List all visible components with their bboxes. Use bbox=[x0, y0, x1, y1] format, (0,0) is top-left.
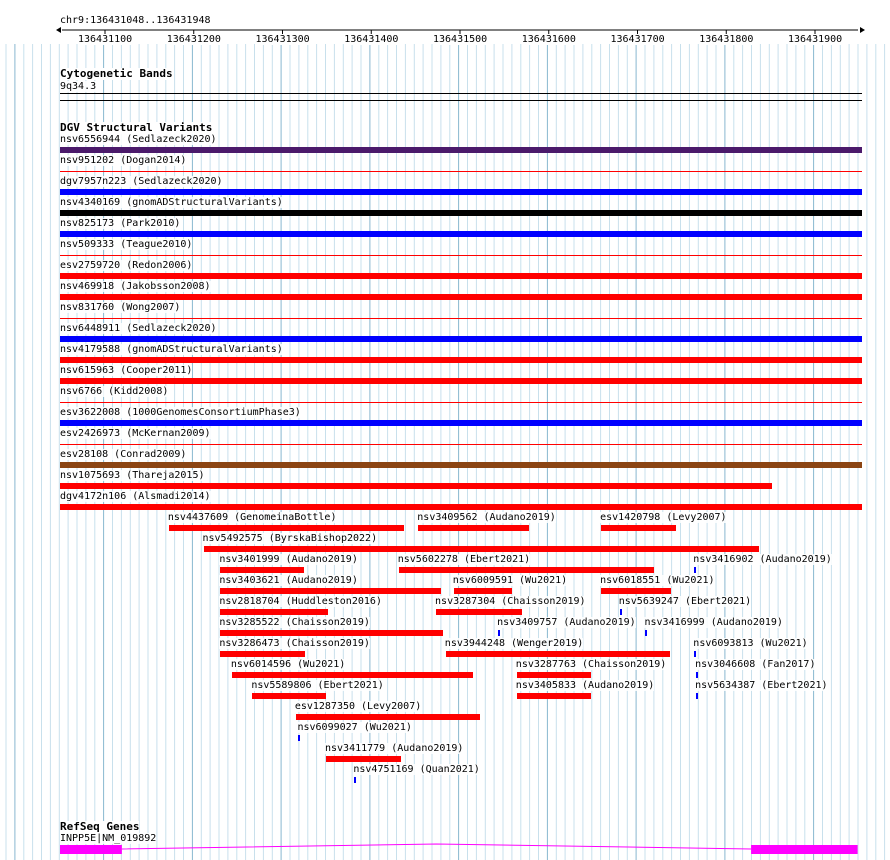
dgv-feature-label[interactable]: nsv3286473 (Chaisson2019) bbox=[219, 638, 370, 649]
dgv-variant-bar[interactable] bbox=[60, 483, 772, 489]
dgv-feature-bar[interactable] bbox=[454, 588, 513, 594]
dgv-feature-bar[interactable] bbox=[517, 693, 592, 699]
dgv-track-label[interactable]: esv2759720 (Redon2006) bbox=[60, 260, 193, 271]
dgv-feature-label[interactable]: nsv6009591 (Wu2021) bbox=[452, 575, 568, 586]
dgv-variant-line[interactable] bbox=[60, 171, 862, 172]
dgv-feature-tick[interactable] bbox=[298, 735, 300, 741]
dgv-track-label[interactable]: nsv831760 (Wong2007) bbox=[60, 302, 181, 313]
ruler-tick-label: 136431800 bbox=[699, 34, 754, 45]
ruler-tick-label: 136431500 bbox=[433, 34, 488, 45]
dgv-feature-tick[interactable] bbox=[694, 651, 696, 657]
cytoband-top-line bbox=[60, 93, 862, 94]
dgv-variant-bar[interactable] bbox=[60, 420, 862, 426]
dgv-feature-label[interactable]: nsv6099027 (Wu2021) bbox=[297, 722, 412, 733]
refseq-track-title[interactable]: RefSeq Genes bbox=[60, 820, 140, 833]
dgv-variant-bar[interactable] bbox=[60, 504, 862, 510]
dgv-feature-tick[interactable] bbox=[498, 630, 500, 636]
dgv-variant-bar[interactable] bbox=[60, 462, 862, 468]
gene-exon-block bbox=[60, 845, 122, 854]
dgv-feature-bar[interactable] bbox=[252, 693, 326, 699]
dgv-track-label[interactable]: nsv4340169 (gnomADStructuralVariants) bbox=[60, 197, 283, 208]
dgv-feature-bar[interactable] bbox=[601, 525, 676, 531]
ruler-tick-label: 136431700 bbox=[610, 34, 665, 45]
dgv-feature-bar[interactable] bbox=[296, 714, 480, 720]
ruler-tick-label: 136431400 bbox=[344, 34, 399, 45]
ruler-tick-label: 136431600 bbox=[521, 34, 576, 45]
dgv-track-label[interactable]: nsv509333 (Teague2010) bbox=[60, 239, 193, 250]
dgv-feature-label[interactable]: nsv6093813 (Wu2021) bbox=[693, 638, 808, 649]
dgv-feature-label[interactable]: nsv5589806 (Ebert2021) bbox=[251, 680, 384, 691]
ruler-arrow-right-icon bbox=[860, 27, 865, 33]
gene-exon-block bbox=[751, 845, 858, 854]
dgv-variant-bar[interactable] bbox=[60, 231, 862, 237]
ruler-tick-label: 136431900 bbox=[788, 34, 843, 45]
dgv-variant-line[interactable] bbox=[60, 444, 862, 445]
dgv-feature-tick[interactable] bbox=[696, 672, 698, 678]
dgv-feature-label[interactable]: esv1420798 (Levy2007) bbox=[600, 512, 727, 523]
dgv-track-label[interactable]: esv28108 (Conrad2009) bbox=[60, 449, 187, 460]
dgv-variant-bar[interactable] bbox=[60, 210, 862, 216]
dgv-feature-label[interactable]: nsv3046608 (Fan2017) bbox=[695, 659, 816, 670]
dgv-variant-bar[interactable] bbox=[60, 273, 862, 279]
dgv-feature-label[interactable]: nsv3416999 (Audano2019) bbox=[644, 617, 783, 628]
dgv-track-label[interactable]: dgv4172n106 (Alsmadi2014) bbox=[60, 491, 211, 502]
dgv-feature-bar[interactable] bbox=[446, 651, 671, 657]
dgv-track-label[interactable]: esv3622008 (1000GenomesConsortiumPhase3) bbox=[60, 407, 301, 418]
dgv-feature-label[interactable]: nsv4751169 (Quan2021) bbox=[353, 764, 480, 775]
dgv-feature-label[interactable]: nsv5602278 (Ebert2021) bbox=[397, 554, 531, 565]
dgv-track-title[interactable]: DGV Structural Variants bbox=[60, 121, 213, 134]
dgv-feature-bar[interactable] bbox=[326, 756, 401, 762]
dgv-track-label[interactable]: nsv469918 (Jakobsson2008) bbox=[60, 281, 211, 292]
dgv-feature-tick[interactable] bbox=[354, 777, 356, 783]
ruler-tick-label: 136431300 bbox=[255, 34, 310, 45]
dgv-feature-label[interactable]: nsv3287304 (Chaisson2019) bbox=[435, 596, 586, 607]
dgv-variant-bar[interactable] bbox=[60, 189, 862, 195]
region-label: chr9:136431048..136431948 bbox=[60, 15, 211, 26]
dgv-feature-label[interactable]: nsv3409562 (Audano2019) bbox=[417, 512, 556, 523]
dgv-track-label[interactable]: nsv6556944 (Sedlazeck2020) bbox=[60, 134, 217, 145]
dgv-feature-label[interactable]: nsv2818704 (Huddleston2016) bbox=[219, 596, 382, 607]
cytoband-bottom-line bbox=[60, 100, 862, 101]
dgv-feature-tick[interactable] bbox=[694, 567, 696, 573]
dgv-feature-label[interactable]: nsv4437609 (GenomeinaBottle) bbox=[167, 512, 337, 523]
dgv-feature-label[interactable]: nsv5639247 (Ebert2021) bbox=[618, 596, 752, 607]
dgv-track-label[interactable]: nsv825173 (Park2010) bbox=[60, 218, 181, 229]
dgv-track-label[interactable]: nsv4179588 (gnomADStructuralVariants) bbox=[60, 344, 283, 355]
dgv-feature-bar[interactable] bbox=[601, 588, 671, 594]
dgv-feature-label[interactable]: nsv5492575 (ByrskaBishop2022) bbox=[202, 533, 378, 544]
dgv-track-label[interactable]: nsv1075693 (Thareja2015) bbox=[60, 470, 205, 481]
ruler-tick-label: 136431200 bbox=[166, 34, 221, 45]
dgv-feature-bar[interactable] bbox=[220, 609, 327, 615]
dgv-feature-label[interactable]: nsv3411779 (Audano2019) bbox=[324, 743, 464, 754]
dgv-feature-label[interactable]: nsv3401999 (Audano2019) bbox=[219, 554, 358, 565]
ruler-arrow-left-icon bbox=[56, 27, 61, 33]
dgv-feature-bar[interactable] bbox=[399, 567, 655, 573]
dgv-feature-bar[interactable] bbox=[220, 630, 443, 636]
dgv-feature-tick[interactable] bbox=[620, 609, 622, 615]
dgv-feature-label[interactable]: nsv5634387 (Ebert2021) bbox=[695, 680, 828, 691]
dgv-feature-label[interactable]: nsv3285522 (Chaisson2019) bbox=[219, 617, 370, 628]
dgv-feature-bar[interactable] bbox=[517, 672, 592, 678]
dgv-track-label[interactable]: nsv6448911 (Sedlazeck2020) bbox=[60, 323, 217, 334]
cytoband-track-title[interactable]: Cytogenetic Bands bbox=[60, 67, 173, 80]
dgv-variant-bar[interactable] bbox=[60, 147, 862, 153]
dgv-feature-bar[interactable] bbox=[436, 609, 522, 615]
dgv-variant-bar[interactable] bbox=[60, 378, 862, 384]
dgv-track-label[interactable]: esv2426973 (McKernan2009) bbox=[60, 428, 211, 439]
dgv-feature-bar[interactable] bbox=[169, 525, 404, 531]
dgv-feature-label[interactable]: nsv3287763 (Chaisson2019) bbox=[515, 659, 667, 670]
dgv-track-label[interactable]: nsv951202 (Dogan2014) bbox=[60, 155, 187, 166]
dgv-feature-tick[interactable] bbox=[645, 630, 647, 636]
dgv-feature-label[interactable]: nsv3944248 (Wenger2019) bbox=[444, 638, 584, 649]
gene-intron-line bbox=[122, 844, 751, 849]
refseq-gene-label: INPP5E|NM_019892 bbox=[60, 833, 157, 844]
dgv-feature-bar[interactable] bbox=[232, 672, 473, 678]
dgv-feature-label[interactable]: nsv3405833 (Audano2019) bbox=[515, 680, 655, 691]
dgv-variant-line[interactable] bbox=[60, 318, 862, 319]
ruler-tick-label: 136431100 bbox=[78, 34, 133, 45]
dgv-variant-bar[interactable] bbox=[60, 336, 862, 342]
dgv-feature-label[interactable]: nsv3416902 (Audano2019) bbox=[693, 554, 832, 565]
dgv-track-label[interactable]: nsv6766 (Kidd2008) bbox=[60, 386, 169, 397]
dgv-feature-label[interactable]: nsv3403621 (Audano2019) bbox=[219, 575, 358, 586]
dgv-feature-bar[interactable] bbox=[220, 588, 441, 594]
dgv-feature-label[interactable]: esv1287350 (Levy2007) bbox=[294, 701, 422, 712]
refseq-gene-model[interactable] bbox=[0, 840, 890, 860]
dgv-track-label[interactable]: nsv615963 (Cooper2011) bbox=[60, 365, 193, 376]
cytoband-label: 9q34.3 bbox=[60, 81, 97, 92]
dgv-variant-line[interactable] bbox=[60, 402, 862, 403]
dgv-feature-bar[interactable] bbox=[220, 651, 304, 657]
dgv-feature-tick[interactable] bbox=[696, 693, 698, 699]
dgv-feature-label[interactable]: nsv3409757 (Audano2019) bbox=[497, 617, 636, 628]
dgv-feature-bar[interactable] bbox=[204, 546, 760, 552]
dgv-feature-bar[interactable] bbox=[418, 525, 529, 531]
dgv-feature-bar[interactable] bbox=[220, 567, 303, 573]
dgv-track-label[interactable]: dgv7957n223 (Sedlazeck2020) bbox=[60, 176, 223, 187]
dgv-feature-label[interactable]: nsv6014596 (Wu2021) bbox=[230, 659, 346, 670]
dgv-variant-line[interactable] bbox=[60, 255, 862, 256]
dgv-variant-bar[interactable] bbox=[60, 357, 862, 363]
dgv-variant-bar[interactable] bbox=[60, 294, 862, 300]
dgv-feature-label[interactable]: nsv6018551 (Wu2021) bbox=[600, 575, 715, 586]
